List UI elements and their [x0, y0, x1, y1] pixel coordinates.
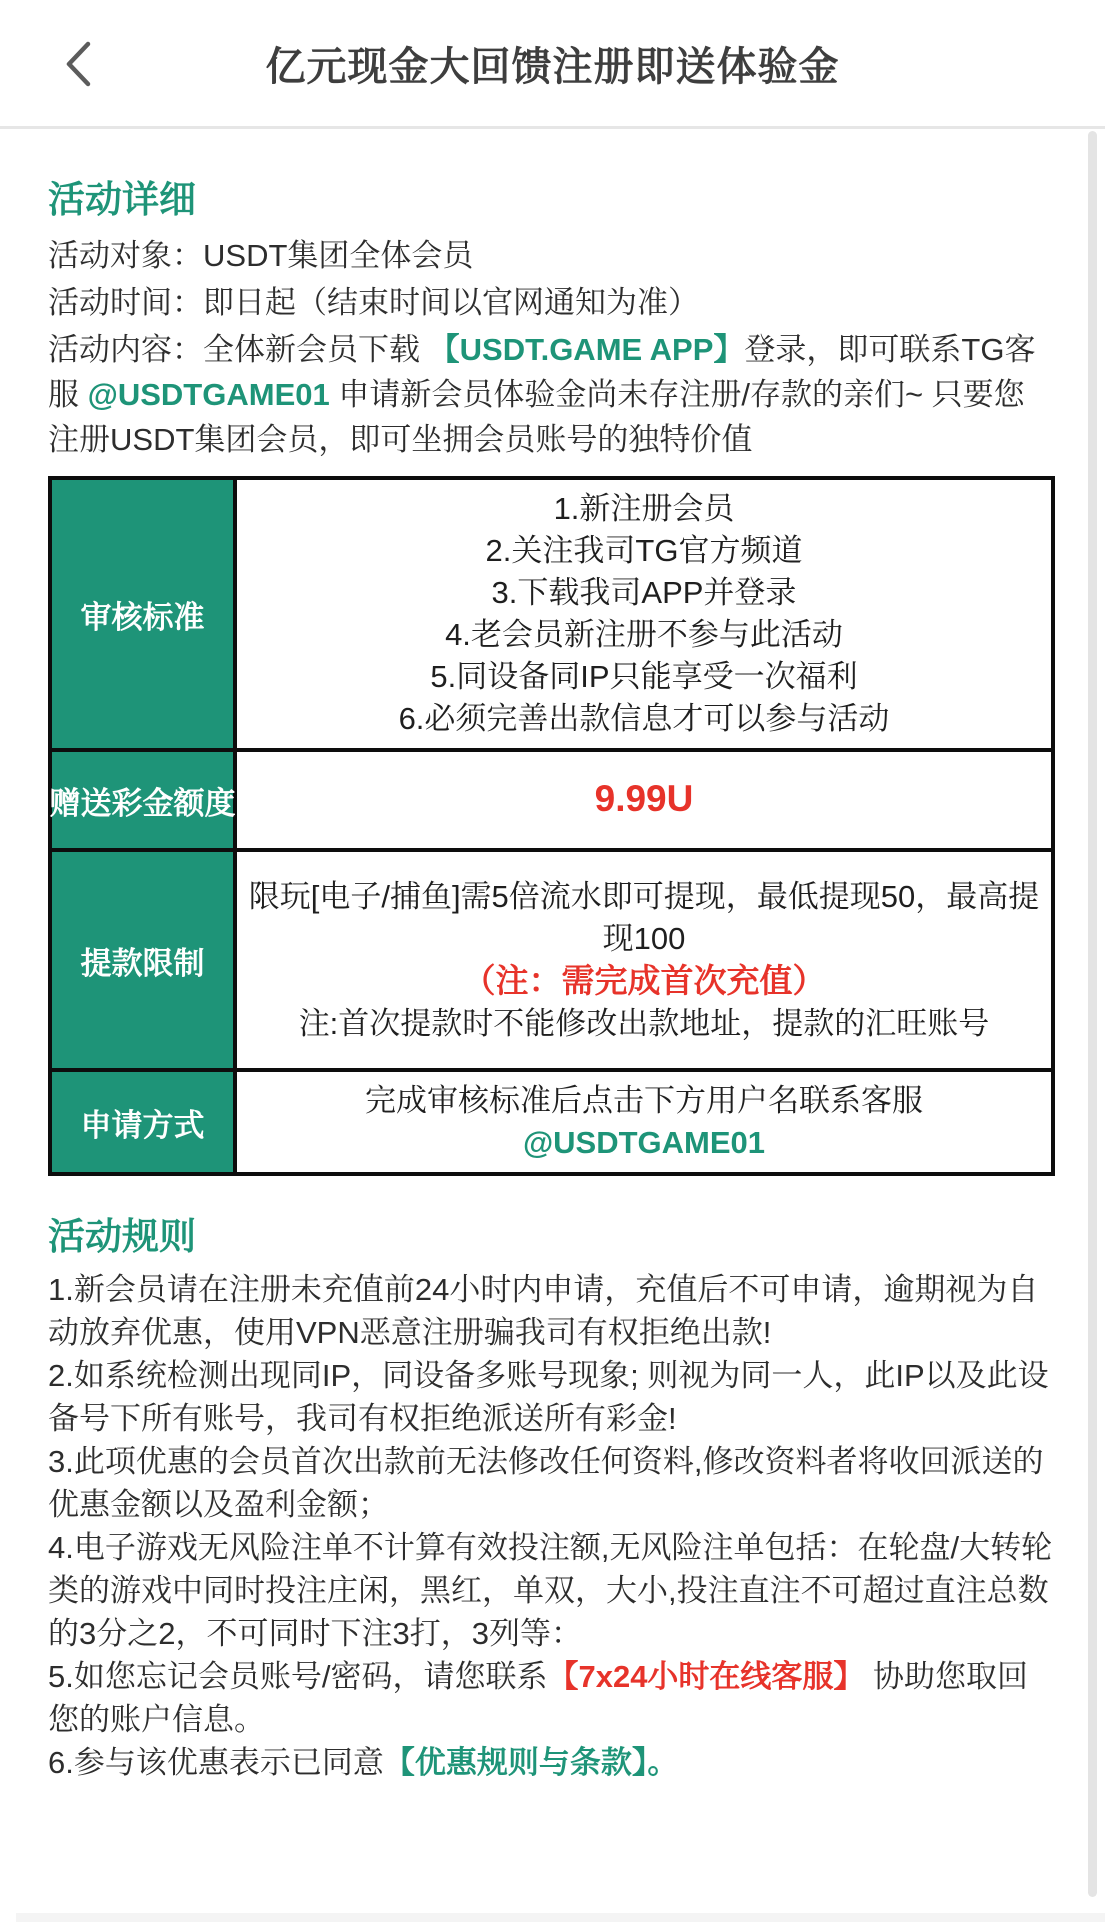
text-segment: 协助您取回您的账户信息。 [48, 1659, 1029, 1737]
table-line [463, 960, 826, 1003]
text-segment: 申请新会员体验金尚未存注册/存款的亲们~ 只要您注册USDT集团会员，即可坐拥会员账号的独特价值 [48, 377, 1025, 457]
table-row [52, 480, 1051, 748]
table-line [595, 778, 694, 822]
table-line [492, 572, 797, 614]
text-segment: 1.新会员请在注册未充值前24小时内申请，充值后不可申请，逾期视为自动放弃优惠，使用VPN恶意注册骗我司有权拒绝出款! [48, 1272, 1039, 1350]
rules-heading: 活动规则 [48, 1216, 196, 1257]
table-row-label: 审核标准 [52, 480, 237, 748]
text-segment: 活动内容：全体新会员下载 [48, 332, 429, 367]
text-segment: （注：需完成首次充值） [462, 961, 826, 999]
text-segment: 活动时间：即日起（结束时间以官网通知为准） [48, 285, 699, 320]
table-line [554, 488, 735, 530]
table-line [243, 876, 1045, 960]
text-segment: 5.如您忘记会员账号/密码，请您联系 [48, 1659, 548, 1694]
table-row-content [237, 852, 1051, 1068]
detail-paragraph-content [48, 327, 1055, 462]
text-segment: 9.99U [594, 778, 694, 819]
table-row-content [237, 480, 1051, 748]
table-row-content [237, 752, 1051, 848]
text-segment: 6.参与该优惠表示已同意 [48, 1745, 384, 1780]
text-segment: 6.必须完善出款信息才可以参与活动 [398, 701, 890, 736]
rule-item [48, 1354, 1055, 1440]
text-segment: 1.新注册会员 [553, 491, 735, 526]
table-row-label: 申请方式 [52, 1072, 237, 1172]
rule-item [48, 1268, 1055, 1354]
rule-item [48, 1440, 1055, 1526]
rule-item [48, 1741, 1055, 1784]
table-line [299, 1003, 990, 1045]
text-segment: 2.关注我司TG官方频道 [485, 533, 803, 568]
scrollbar[interactable] [1088, 131, 1097, 1897]
table-line [399, 698, 890, 740]
text-segment: 【7x24小时在线客服】 [547, 1659, 865, 1694]
text-segment: 3.此项优惠的会员首次出款前无法修改任何资料,修改资料者将收回派送的优惠金额以及盈利金额； [48, 1444, 1044, 1522]
text-segment: 3.下载我司APP并登录 [491, 575, 797, 610]
text-segment: 2.如系统检测出现同IP，同设备多账号现象; 则视为同一人，此IP以及此设备号下所有账号，我司有权拒绝派送所有彩金! [48, 1358, 1049, 1436]
page-title: 亿元现金大回馈注册即送体验金 [265, 44, 840, 89]
details-heading: 活动详细 [48, 179, 196, 220]
text-segment: 登录，即可联系TG客服 [48, 332, 1036, 412]
rules-list [48, 1268, 1055, 1784]
rule-item [48, 1526, 1055, 1655]
table-line [445, 614, 843, 656]
text-segment: 4.老会员新注册不参与此活动 [445, 617, 843, 652]
rule-item [48, 1655, 1055, 1741]
text-segment: 注:首次提款时不能修改出款地址，提款的汇旺账号 [298, 1005, 990, 1041]
detail-paragraph-time [48, 280, 1055, 325]
detail-paragraph-target [48, 233, 1055, 278]
text-segment: 4.电子游戏无风险注单不计算有效投注额,无风险注单包括：在轮盘/大转轮类的游戏中同时投注庄闲，黑红，单双，大小,投注直注不可超过直注总数的3分之2，不可同时下注3打，3列等： [48, 1530, 1053, 1651]
table-row [52, 848, 1051, 1068]
text-segment: 【优惠规则与条款】。 [383, 1745, 679, 1780]
header [0, 0, 1105, 129]
table-row-label: 赠送彩金额度 [52, 752, 237, 848]
table-row-content [237, 1072, 1051, 1172]
text-segment: @USDTGAME01 [87, 377, 330, 412]
table-row-label: 提款限制 [52, 852, 237, 1068]
promo-table [48, 476, 1055, 1176]
table-line [243, 1080, 1045, 1164]
content [0, 177, 1105, 1784]
text-segment: @USDTGAME01 [522, 1125, 766, 1160]
footer-bar [16, 1913, 1105, 1922]
text-segment: 5.同设备同IP只能享受一次福利 [430, 659, 858, 694]
table-row [52, 1068, 1051, 1172]
text-segment: 活动对象：USDT集团全体会员 [48, 238, 474, 273]
table-row [49, 748, 1051, 848]
table-line [430, 656, 857, 698]
text-segment: 限玩[电子/捕鱼]需5倍流水即可提现，最低提现50，最高提现100 [248, 878, 1040, 956]
text-segment: 完成审核标准后点击下方用户名联系客服 [365, 1083, 923, 1118]
text-segment: 【USDT.GAME APP】 [428, 332, 745, 367]
table-line [486, 530, 803, 572]
